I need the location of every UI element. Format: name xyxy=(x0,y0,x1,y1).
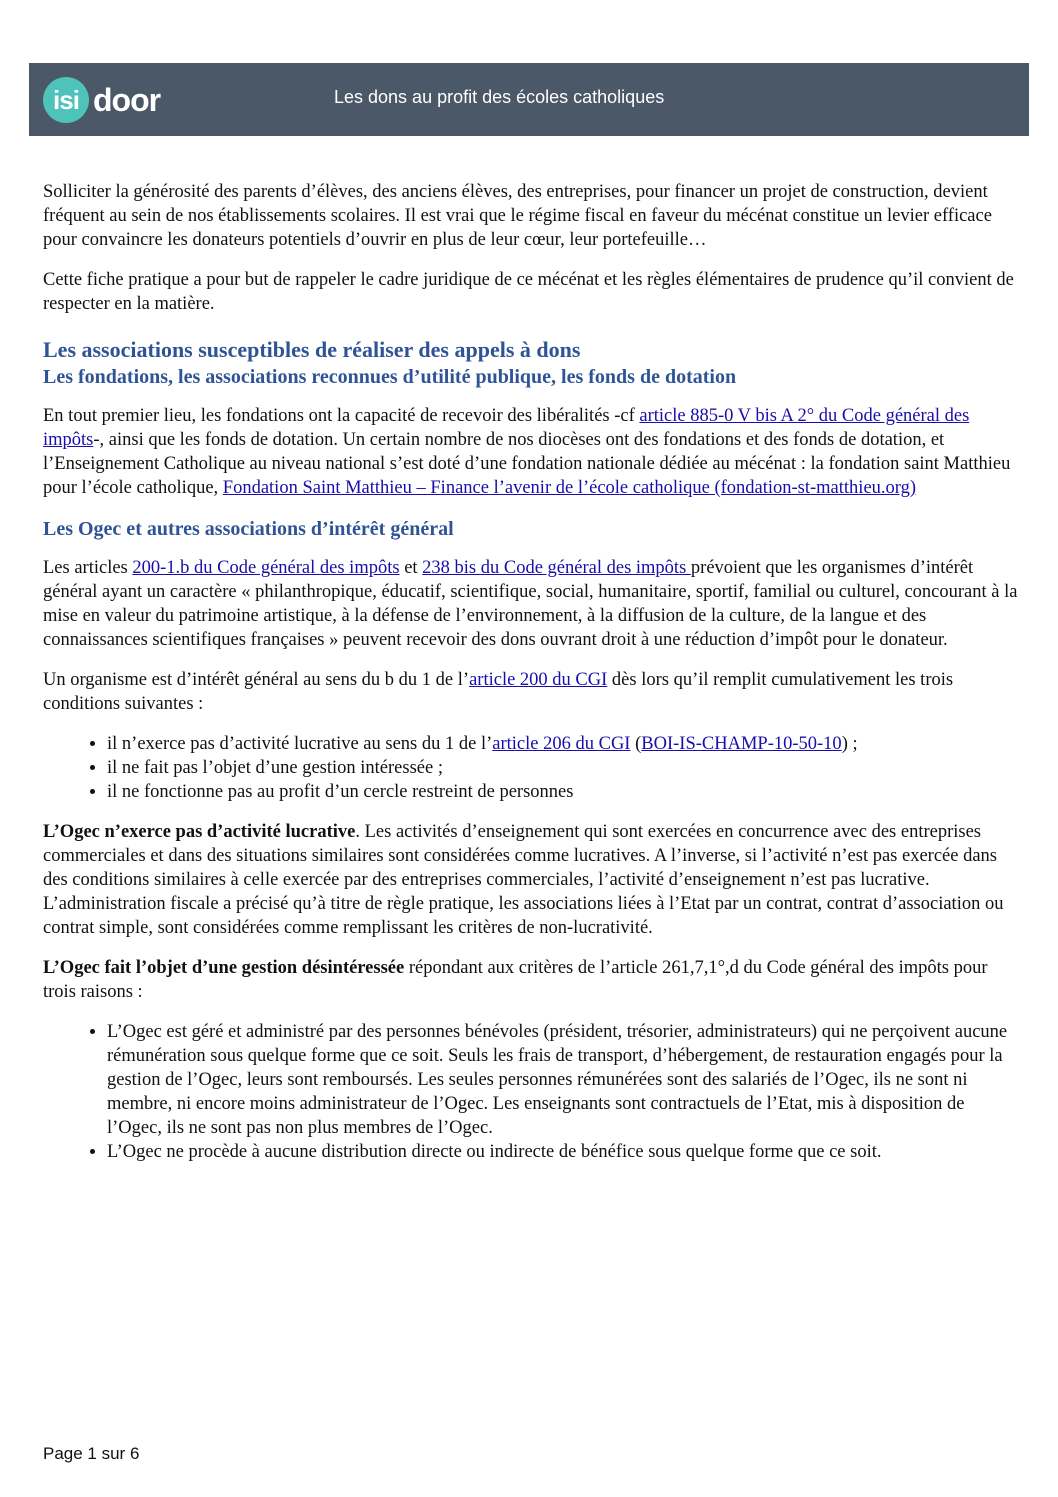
intro-paragraph-1: Solliciter la générosité des parents d’élèves, des anciens élèves, des entreprises, pour financer un projet de construction, devient fréquent au sein de nos établissements scolaires. Il est vrai que le régime fiscal en faveur du mécénat constitue un levier efficace pour convaincre les donateurs potentiels d’ouvrir en plus de leur cœur, leur portefeuille… xyxy=(43,182,992,250)
gestion-paragraph xyxy=(43,956,1018,1004)
isidoor-logo[interactable] xyxy=(43,78,160,122)
link-article-200-1b[interactable]: 200-1.b du Code général des impôts xyxy=(132,558,400,578)
text-segment: Les articles xyxy=(43,558,133,578)
section-heading-associations: Les associations susceptibles de réaliser des appels à dons xyxy=(43,337,581,362)
text-segment: et xyxy=(399,558,423,578)
text-segment: ) ; xyxy=(841,734,858,754)
list-item: • L’Ogec est géré et administré par des personnes bénévoles (président, trésorier, administrateurs) qui ne perçoivent aucune rémunération sous quelque forme que ce soit. Seuls les frais de transport, d’hébergement, de restauration engagés pour la gestion de l’Ogec, leurs sont remboursés. Les seules personnes rémunérées sont des salariés de l’Ogec, ils ne sont ni membre, ni encore moins administrateur de l’Ogec. Les enseignants sont contractuels de l’Etat, mis à disposition de l’Ogec, ils ne sont pas non plus membres de l’Ogec. xyxy=(107,1020,1018,1140)
document-title: Les dons au profit des écoles catholiques xyxy=(334,87,665,107)
conditions-list xyxy=(43,732,1018,804)
text-segment: . Les activités d’enseignement qui sont exercées en concurrence avec des entreprises commerciales et dans des situations similaires sont considérées comme lucratives. A l’inverse, si l’activité n’est pas exercée dans des conditions similaires à celle exercée par des entreprises commerciales, l’activité d’enseignement n’est pas lucrative. L’administration fiscale a précisé qu’à titre de règle pratique, les associations liées à l’Etat par un contrat, contrat d’association ou contrat simple, sont considérées comme remplissant les critères de non-lucrativité. xyxy=(43,822,1004,938)
text-segment: -, ainsi que les fonds de dotation. Un certain nombre de nos diocèses ont des fondations et des fonds de dotation, et l’Enseignement Catholique au niveau national s’est doté d’une fondation nationale dédiée au mécénat : la fondation saint Matthieu pour l’école catholique, xyxy=(43,430,1011,498)
text-segment: répondant aux critères de l’article 261,7,1°,d du Code général des impôts pour trois raisons : xyxy=(43,958,988,1002)
subheading-ogec: Les Ogec et autres associations d’intérêt général xyxy=(43,518,454,540)
text-segment: il n’exerce pas d’activité lucrative au sens du 1 de l’ xyxy=(107,734,493,754)
list-item xyxy=(107,732,1018,756)
page-header xyxy=(29,63,1029,136)
intro-paragraph-2: Cette fiche pratique a pour but de rappeler le cadre juridique de ce mécénat et les règles élémentaires de prudence qu’il convient de respecter en la matière. xyxy=(43,270,1014,314)
articles-paragraph xyxy=(43,556,1018,652)
text-segment: Un organisme est d’intérêt général au sens du b du 1 de l’ xyxy=(43,670,470,690)
subheading-fondations: Les fondations, les associations reconnues d’utilité publique, les fonds de dotation xyxy=(43,366,737,388)
non-lucrative-paragraph xyxy=(43,820,1018,940)
logo-wordmark: door xyxy=(93,81,161,118)
list-item: • L’Ogec ne procède à aucune distribution directe ou indirecte de bénéfice sous quelque forme que ce soit. xyxy=(107,1140,1018,1164)
bold-lead: L’Ogec n’exerce pas d’activité lucrative xyxy=(43,822,356,842)
link-article-238-bis[interactable]: 238 bis du Code général des impôts xyxy=(422,558,691,578)
fondations-paragraph xyxy=(43,404,1018,500)
document-body xyxy=(43,180,1018,1180)
bold-lead: L’Ogec fait l’objet d’une gestion désintéressée xyxy=(43,958,405,978)
logo-badge: isi xyxy=(43,77,89,123)
text-segment: prévoient que les organismes d’intérêt général ayant un caractère « philanthropique, éducatif, scientifique, social, humanitaire, sportif, familial ou culturel, concourant à la mise en valeur du patrimoine artistique, à la défense de l’environnement, à la diffusion de la culture, de la langue et des connaissances scientifiques françaises » peuvent recevoir des dons ouvrant droit à une réduction d’impôt pour le donateur. xyxy=(43,558,1018,650)
page-number: Page 1 sur 6 xyxy=(43,1444,140,1463)
interet-general-paragraph xyxy=(43,668,1018,716)
link-article-885[interactable]: article 885-0 V bis A 2° du Code général des impôts xyxy=(43,406,970,450)
text-segment: dès lors qu’il remplit cumulativement les trois conditions suivantes : xyxy=(43,670,954,714)
link-article-200-cgi[interactable]: article 200 du CGI xyxy=(469,670,608,690)
raisons-list xyxy=(43,1020,1018,1164)
text-segment: ( xyxy=(630,734,642,754)
text-segment: En tout premier lieu, les fondations ont la capacité de recevoir des libéralités -cf xyxy=(43,406,640,426)
list-item: • il ne fait pas l’objet d’une gestion intéressée ; xyxy=(107,756,1018,780)
link-article-206-cgi[interactable]: article 206 du CGI xyxy=(492,734,631,754)
link-fondation-st-matthieu[interactable]: Fondation Saint Matthieu – Finance l’avenir de l’école catholique (fondation-st-matthieu.org) xyxy=(222,478,917,498)
list-item: • il ne fonctionne pas au profit d’un cercle restreint de personnes xyxy=(107,780,1018,804)
link-boi-is-champ[interactable]: BOI-IS-CHAMP-10-50-10 xyxy=(641,734,842,754)
